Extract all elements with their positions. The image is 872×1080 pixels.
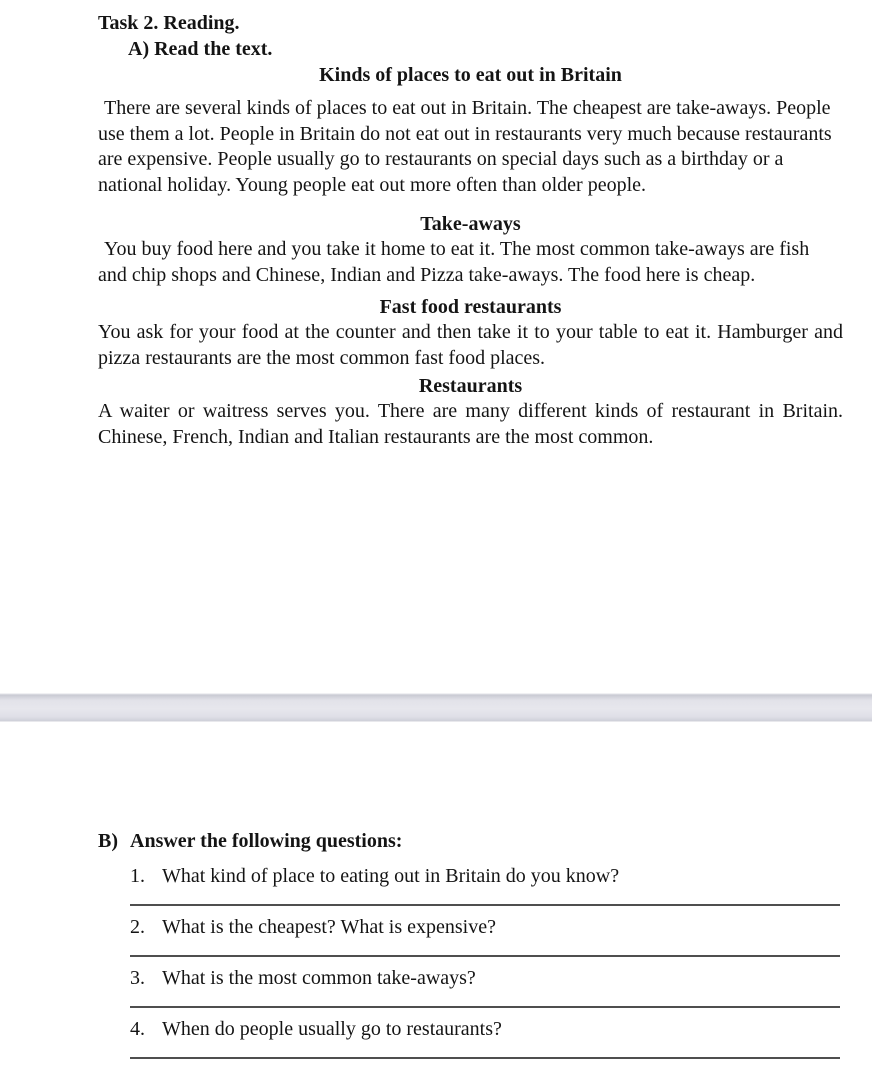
question-2-text: What is the cheapest? What is expensive? <box>162 916 496 938</box>
question-list <box>98 863 843 1059</box>
question-item <box>130 965 843 1008</box>
answer-line-2 <box>130 955 840 957</box>
section-heading-restaurants: Restaurants <box>418 375 523 397</box>
task-heading: Task 2. Reading. <box>98 12 240 34</box>
section-heading-takeaways: Take-aways <box>420 213 521 235</box>
answer-line-3 <box>130 1006 840 1008</box>
question-4 <box>130 1016 843 1042</box>
question-3-text: What is the most common take-aways? <box>162 967 476 989</box>
reading-title: Kinds of places to eat out in Britain <box>319 64 622 86</box>
subtask-b-label: B) <box>98 830 118 852</box>
subtask-b-heading <box>98 828 843 855</box>
question-3 <box>130 965 843 991</box>
question-item <box>130 1016 843 1059</box>
question-4-number: 4. <box>130 1018 145 1040</box>
question-4-text: When do people usually go to restaurants? <box>162 1018 502 1040</box>
section-heading-fast-food: Fast food restaurants <box>379 296 562 318</box>
question-item <box>130 863 843 906</box>
question-1-text: What kind of place to eating out in Britain do you know? <box>162 865 620 887</box>
question-2 <box>130 914 843 940</box>
question-1-number: 1. <box>130 865 145 887</box>
fast-food-paragraph: You ask for your food at the counter and then take it to your table to eat it. Hamburger and pizza restaurants are the most common fast food places. <box>98 321 843 369</box>
question-3-number: 3. <box>130 967 145 989</box>
page-2-content <box>0 722 872 1080</box>
restaurants-paragraph: A waiter or waitress serves you. There are many different kinds of restaurant in Britain. Chinese, French, Indian and Italian restaurants are the most common. <box>98 400 843 448</box>
page-break-divider <box>0 693 872 722</box>
question-2-number: 2. <box>130 916 145 938</box>
question-item <box>130 914 843 957</box>
answer-line-1 <box>130 904 840 906</box>
intro-paragraph: There are several kinds of places to eat out in Britain. The cheapest are take-aways. People use them a lot. People in Britain do not eat out in restaurants very much because restaurants are expensive. People usually go to restaurants on special days such as a birthday or a national holiday. Young people eat out more often than older people. <box>98 97 832 196</box>
answer-line-4 <box>130 1057 840 1059</box>
question-1 <box>130 863 843 889</box>
subtask-b-title: Answer the following questions: <box>130 830 403 852</box>
subtask-a-heading: A) Read the text. <box>128 38 273 60</box>
takeaways-paragraph: You buy food here and you take it home to eat it. The most common take-aways are fish and chip shops and Chinese, Indian and Pizza take-aways. The food here is cheap. <box>98 238 810 286</box>
